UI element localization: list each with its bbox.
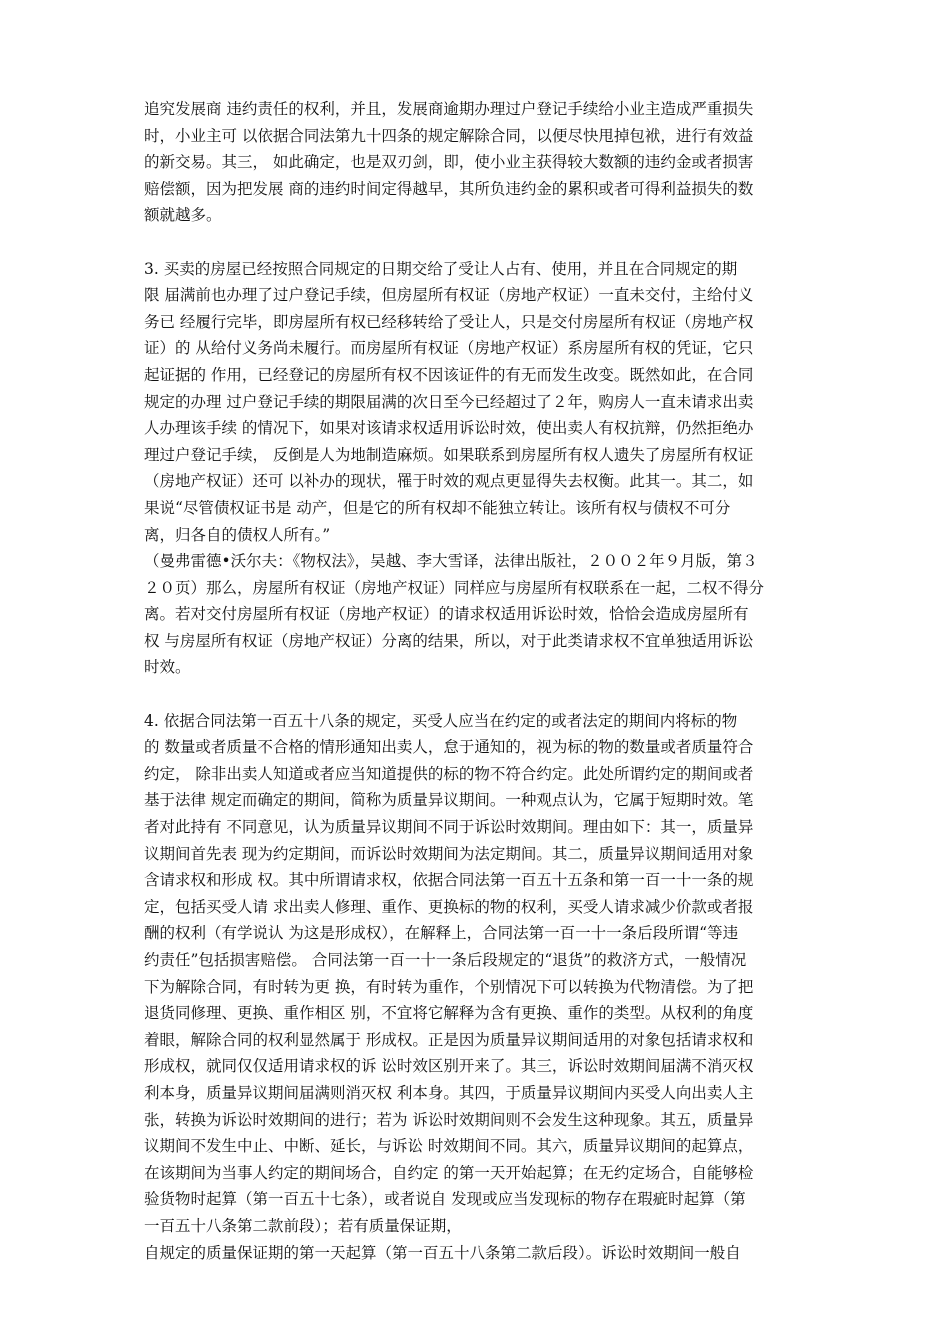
text-line: 离，归各自的债权人所有。” <box>144 525 331 544</box>
text-line: 验货物时起算（第一百五十七条），或者说自 发现或应当发现标的物存在瑕疵时起算（第 <box>144 1190 746 1209</box>
text-line: 着眼，解除合同的权利显然属于 形成权。正是因为质量异议期间适用的对象包括请求权和 <box>144 1030 754 1049</box>
text-line: 证）的 从给付义务尚未履行。而房屋所有权证（房地产权证）系房屋所有权的凭证，它只 <box>144 339 754 358</box>
text-line: 在该期间为当事人约定的期间场合，自约定 的第一天开始起算；在无约定场合，自能够检 <box>144 1163 754 1182</box>
text-line: 追究发展商 违约责任的权利，并且，发展商逾期办理过户登记手续给小业主造成严重损失 <box>144 100 754 118</box>
text-line: 下为解除合同，有时转为更 换，有时转为重作，个别情况下可以转换为代物清偿。为了把 <box>144 977 754 996</box>
citation-line: （曼弗雷德•沃尔夫：《物权法》，吴越、李大雪译，法律出版社，２００２年９月版，第３ <box>144 552 758 571</box>
text-line: 含请求权和形成 权。其中所谓请求权，依据合同法第一百五十五条和第一百一十一条的规 <box>144 871 754 890</box>
text-line: 4. 依据合同法第一百五十八条的规定，买受人应当在约定的或者法定的期间内将标的物 <box>144 711 738 730</box>
text-line: 规定的办理 过户登记手续的期限届满的次日至今已经超过了２年，购房人一直未请求出卖 <box>144 392 754 411</box>
text-line: 自规定的质量保证期的第一天起算（第一百五十八条第二款后段）。诉讼时效期间一般自 <box>144 1243 741 1262</box>
text-line: 定，包括买受人请 求出卖人修理、重作、更换标的物的权利，买受人请求减少价款或者报 <box>144 897 754 916</box>
text-line: 限 届满前也办理了过户登记手续，但房屋所有权证（房地产权证）一直未交付，主给付义 <box>144 286 754 305</box>
text-line: 起证据的 作用，已经登记的房屋所有权不因该证件的有无而发生改变。既然如此，在合同 <box>144 365 754 384</box>
text-line: 额就越多。 <box>144 206 222 225</box>
text-line: 的新交易。其三， 如此确定，也是双刃剑，即，使小业主获得较大数额的违约金或者损害 <box>144 153 754 172</box>
text-line: 权 与房屋所有权证（房地产权证）分离的结果，所以，对于此类请求权不宜单独适用诉讼 <box>144 631 754 650</box>
text-line: 张，转换为诉讼时效期间的进行；若为 诉讼时效期间则不会发生这种现象。其五，质量异 <box>144 1110 754 1129</box>
text-line: 约责任”包括损害赔偿。 合同法第一百一十一条后段规定的“退货”的救济方式，一般情况 <box>144 951 747 969</box>
text-line: 基于法律 规定而确定的期间，简称为质量异议期间。一种观点认为，它属于短期时效。笔 <box>144 791 754 810</box>
text-line: 约定， 除非出卖人知道或者应当知道提供的标的物不符合约定。此处所谓约定的期间或者 <box>144 764 754 783</box>
text-line: 的 数量或者质量不合格的情形通知出卖人，怠于通知的，视为标的物的数量或者质量符合 <box>144 738 754 757</box>
text-line: ２０页）那么，房屋所有权证（房地产权证）同样应与房屋所有权联系在一起，二权不得分 <box>144 578 765 597</box>
text-line: 议期间首先表 现为约定期间，而诉讼时效期间为法定期间。其二，质量异议期间适用对象 <box>144 844 754 863</box>
text-line: 退货同修理、更换、重作相区 别，不宜将它解释为含有更换、重作的类型。从权利的角度 <box>144 1004 754 1023</box>
paragraph-2 <box>144 256 824 682</box>
text-line: 议期间不发生中止、中断、延长，与诉讼 时效期间不同。其六，质量异议期间的起算点， <box>144 1137 754 1156</box>
text-line: 赔偿额，因为把发展 商的违约时间定得越早，其所负违约金的累积或者可得利益损失的数 <box>144 179 754 198</box>
text-line: 时效。 <box>144 658 191 677</box>
text-line: 离。若对交付房屋所有权证（房地产权证）的请求权适用诉讼时效，恰恰会造成房屋所有 <box>144 605 749 624</box>
document-page <box>144 96 824 1266</box>
text-line: 形成权，就同仅仅适用请求权的诉 讼时效区别开来了。其三，诉讼时效期间届满不消灭权 <box>144 1057 754 1076</box>
paragraph-gap <box>144 681 824 708</box>
text-line: （房地产权证）还可 以补办的现状，罹于时效的观点更显得失去权衡。此其一。其二，如 <box>144 472 754 491</box>
text-line: 一百五十八条第二款前段）；若有质量保证期， <box>144 1216 462 1235</box>
paragraph-gap <box>144 229 824 256</box>
paragraph-1 <box>144 96 824 229</box>
paragraph-3 <box>144 708 824 1266</box>
text-line: 务已 经履行完毕，即房屋所有权已经移转给了受让人，只是交付房屋所有权证（房地产权 <box>144 312 754 331</box>
text-line: 时，小业主可 以依据合同法第九十四条的规定解除合同，以便尽快甩掉包袱，进行有效益 <box>144 126 754 145</box>
text-line: 理过户登记手续， 反倒是人为地制造麻烦。如果联系到房屋所有权人遗失了房屋所有权证 <box>144 445 754 464</box>
text-line: 果说“尽管债权证书是 动产，但是它的所有权却不能独立转让。该所有权与债权不可分 <box>144 498 731 517</box>
text-line: 利本身，质量异议期间届满则消灭权 利本身。其四，于质量异议期间内买受人向出卖人主 <box>144 1083 754 1102</box>
text-line: 者对此持有 不同意见，认为质量异议期间不同于诉讼时效期间。理由如下：其一，质量异 <box>144 818 754 837</box>
text-line: 酬的权利（有学说认 为这是形成权），在解释上，合同法第一百一十一条后段所谓“等违 <box>144 924 739 943</box>
text-line: 人办理该手续 的情况下，如果对该请求权适用诉讼时效，使出卖人有权抗辩，仍然拒绝办 <box>144 419 754 438</box>
text-line: 3. 买卖的房屋已经按照合同规定的日期交给了受让人占有、使用，并且在合同规定的期 <box>144 259 738 278</box>
